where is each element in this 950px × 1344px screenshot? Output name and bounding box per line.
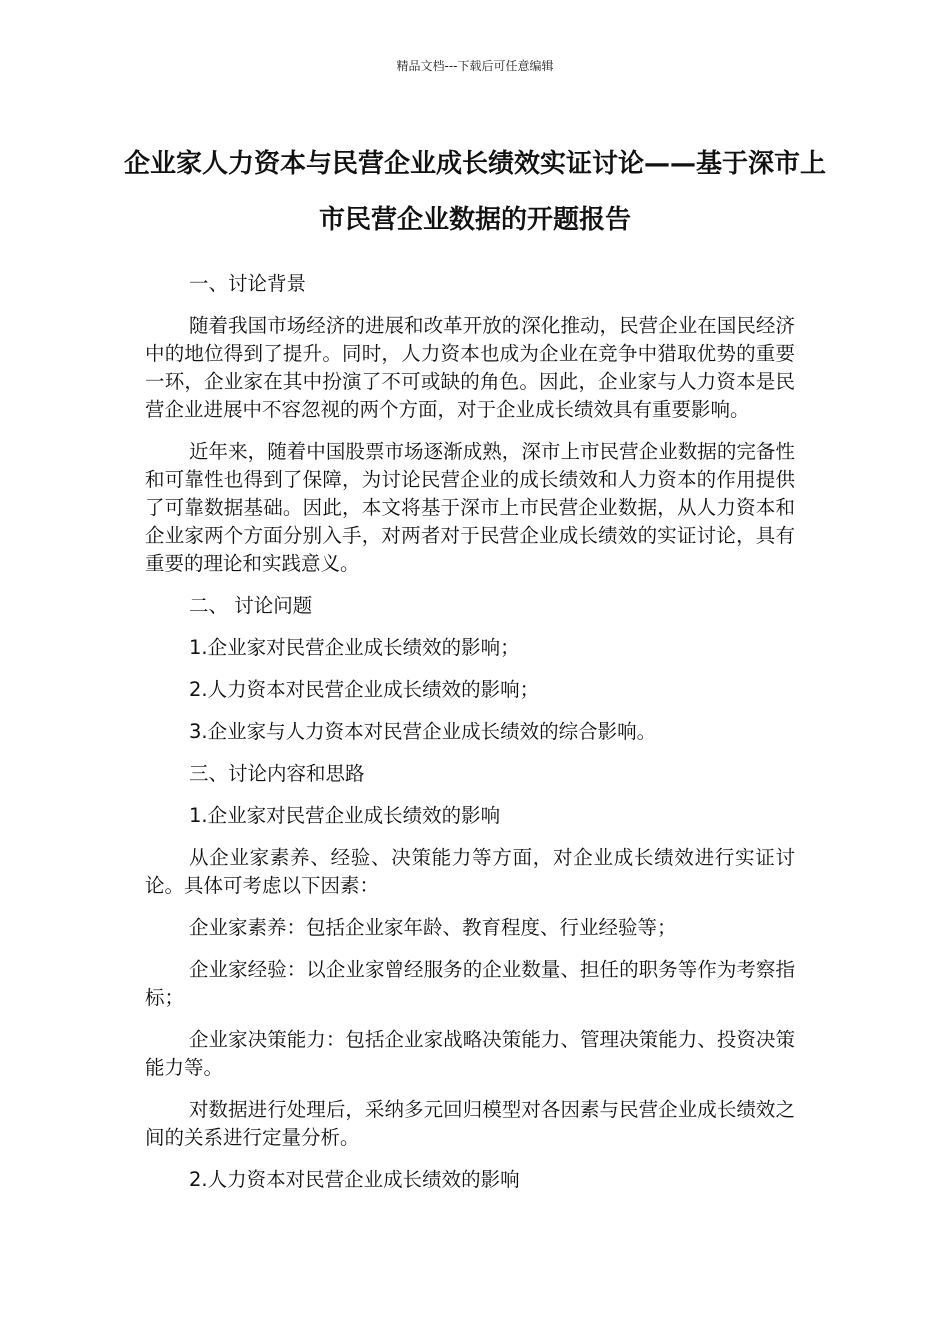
body-paragraph: 企业家决策能力：包括企业家战略决策能力、管理决策能力、投资决策能力等。 <box>145 1028 795 1079</box>
body-paragraph: 从企业家素养、经验、决策能力等方面，对企业成长绩效进行实证讨论。具体可考虑以下因素： <box>145 846 795 897</box>
section-heading-questions: 二、 讨论问题 <box>189 594 313 617</box>
list-item: 1.企业家对民营企业成长绩效的影响； <box>189 636 520 659</box>
list-item: 2.人力资本对民营企业成长绩效的影响； <box>189 678 540 701</box>
subsection-heading: 2.人力资本对民营企业成长绩效的影响 <box>189 1168 520 1191</box>
body-paragraph: 对数据进行处理后，采纳多元回归模型对各因素与民营企业成长绩效之间的关系进行定量分析。 <box>145 1098 795 1149</box>
body-paragraph: 随着我国市场经济的进展和改革开放的深化推动，民营企业在国民经济中的地位得到了提升。同时，人力资本也成为企业在竞争中猎取优势的重要一环，企业家在其中扮演了不可或缺的角色。因此，企业家与人力资本是民营企业进展中不容忽视的两个方面，对于企业成长绩效具有重要影响。 <box>145 314 795 421</box>
list-item: 3.企业家与人力资本对民营企业成长绩效的综合影响。 <box>189 720 657 743</box>
document-body <box>145 270 795 1208</box>
body-paragraph: 企业家经验：以企业家曾经服务的企业数量、担任的职务等作为考察指标； <box>145 958 795 1009</box>
document-title: 企业家人力资本与民营企业成长绩效实证讨论——基于深市上市民营企业数据的开题报告 <box>123 149 826 235</box>
body-paragraph: 近年来，随着中国股票市场逐渐成熟，深市上市民营企业数据的完备性和可靠性也得到了保障，为讨论民营企业的成长绩效和人力资本的作用提供了可靠数据基础。因此，本文将基于深市上市民营企业数据，从人力资本和企业家两个方面分别入手，对两者对于民营企业成长绩效的实证讨论，具有重要的理论和实践意义。 <box>145 440 795 575</box>
section-heading-background: 一、讨论背景 <box>189 272 307 295</box>
section-heading-content: 三、讨论内容和思路 <box>189 762 365 785</box>
body-paragraph: 企业家素养：包括企业家年龄、教育程度、行业经验等； <box>189 916 677 939</box>
page-header: 精品文档---下载后可任意编辑 <box>396 59 554 73</box>
subsection-heading: 1.企业家对民营企业成长绩效的影响 <box>189 804 501 827</box>
